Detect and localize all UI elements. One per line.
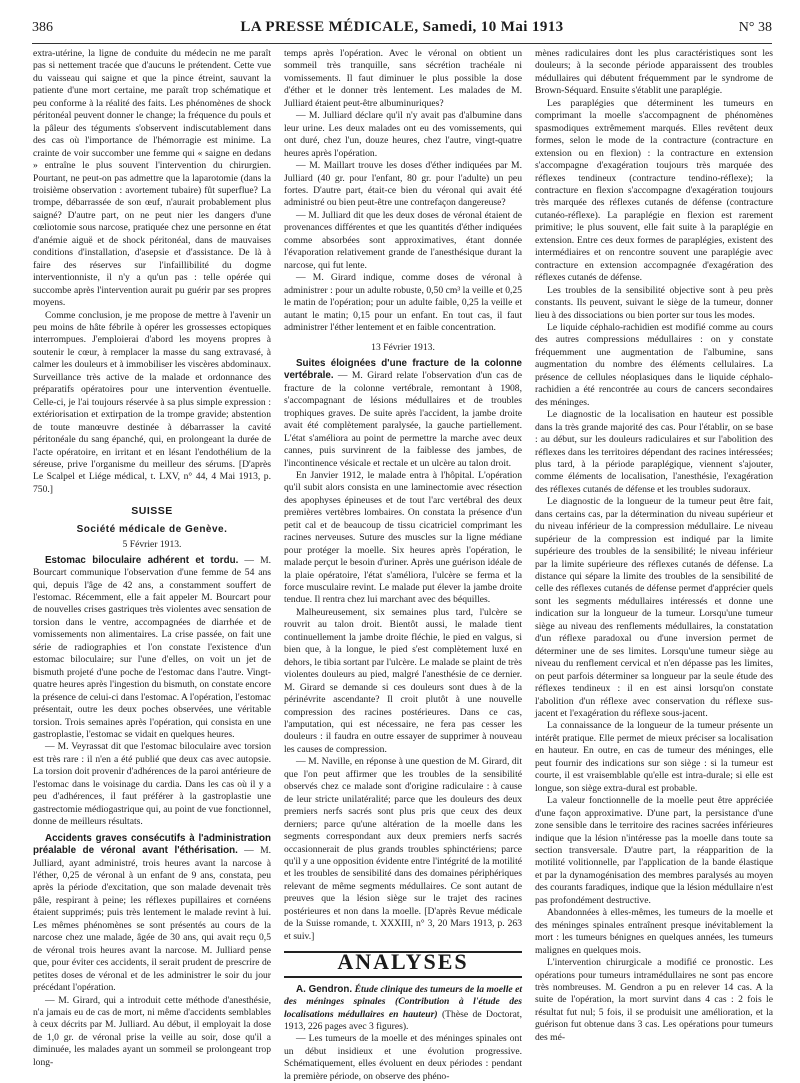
paragraph: temps après l'opération. Avec le véronal on obtient un sommeil très tranquille, sans sécrétion trachéale ni vomissements. Il faut diminuer le plus possible la dose d'éther et le donner très lentement. Les malades de M. Julliard étaient peut-être albuminuriques? bbox=[284, 48, 522, 109]
paragraph: — M. Maillart trouve les doses d'éther indiquées par M. Julliard (40 gr. pour l'enfant, 80 gr. pour l'adulte) un peu fortes. D'autre part, était-ce bien du véronal qui avait été administré ou bien peut-être une contrefaçon dangereuse? bbox=[284, 160, 522, 209]
paragraph: Les paraplégies que déterminent les tumeurs en comprimant la moelle s'accompagnent de phénomènes spasmodiques extrêmement marqués. Elles revêtent deux formes, selon le mode de la contracture (contracture en extension ou en flexion) : la contracture en extension s'accompagne d'exagération toujours très marquée des réflexes tendineux (contracture tendino-réflexe); la contracture en flexion s'accompagne d'exagération toujours très marquée des réflexes cutanés de défense (contracture cutanéo-réflexe). La paraplégie en flexion est rarement primitive; le plus souvent, elle fait suite à la paraplégie en extension. Entre ces deux formes de paraplégies, existent des intermédiaires et on rencontre souvent une paraplégie avec contracture en extension accompagnée d'exagération des réflexes cutanés de défense. bbox=[535, 97, 773, 284]
paragraph: — M. Veyrassat dit que l'estomac biloculaire avec torsion est très rare : il n'en a été publié que deux cas avec autopsie. La torsion doit provenir d'adhérences de la paroi antérieure de l'estomac dans le voisinage du cardia. Dans les cas où il y a peu d'adhérences, il faut préférer à la gastroplastie une gastrectomie médiogastrique qui, au point de vue fonctionnel, donne de meilleurs résultats. bbox=[33, 741, 272, 828]
paragraph: Malheureusement, six semaines plus tard, l'ulcère se rouvrit au talon droit. Bientôt aussi, le malade tient continuellement la jambe droite fléchie, le pied en valgus, si bien que, à la longue, le pied s'est complètement luxé en dehors, le tibia sortant par l'ulcère. Le malade se plaint de très violentes douleurs au pied, malgré l'anesthésie de ce dernier. M. Girard se demande si ces douleurs sont dues à de la périnévrite ascendante? Il croit plutôt à une nouvelle compression des racines postérieures. Dans ce cas, l'amputation, qui est nécessaire, ne fera pas cesser les douleurs : il faudra en outre essayer de supprimer à nouveau les causes de compression. bbox=[284, 606, 522, 755]
paragraph: — M. Girard indique, comme doses de véronal à administrer : pour un adulte robuste, 0,50 cm³ la veille et 0,25 le matin de l'opération; pour un adulte faible, 0,25 la veille et autant le matin; 0,15 pour un enfant. En tout cas, il faut administrer l'éther lentement et en faible concentration. bbox=[284, 272, 522, 333]
paragraph: — M. Julliard dit que les deux doses de véronal étaient de provenances différentes et que les quantités d'éther indiquées comme absorbées sont approximatives, étant donnée l'évaporation relativement grande de l'anesthésique durant la narcose, qui fut lente. bbox=[284, 209, 522, 271]
journal-title: LA PRESSE MÉDICALE, Samedi, 10 Mai 1913 bbox=[240, 19, 564, 35]
paragraph: L'intervention chirurgicale a modifié ce pronostic. Les opérations pour tumeurs intramédullaires ne sont pas encore très nombreuses. M. Gendron a pu en relever 14 cas. A la suite de l'opération, la mort survint dans 4 cas : 2 fois le résultat fut nul; 5 fois, il se produisit une amélioration, et la guérison fut obtenue dans 3 cas. Les opérations pour tumeurs des mé- bbox=[535, 957, 773, 1043]
article-heading: Suites éloignées d'une fracture de la colonne vertébrale. bbox=[284, 357, 522, 382]
section-heading: SUISSE bbox=[131, 505, 173, 518]
paragraph: — M. Girard, qui a introduit cette méthode d'anesthésie, n'a jamais eu de cas de mort, ni même d'accidents semblables à ceux décrits par M. Julliard. Au début, il employait la dose de 1,0 gr. de véronal prise la veille au soir, dose qu'il a diminuée, les malades ayant un sommeil se prolongeant trop long- bbox=[33, 994, 271, 1068]
analyses-title: ANALYSES bbox=[337, 949, 469, 975]
paragraph: mènes radiculaires dont les plus caractéristiques sont les douleurs; à la seconde période apparaissent des troubles médullaires qui débutent fréquemment par le syndrome de Brown-Séquard. Ensuite s'établit une paraplégie. bbox=[535, 48, 773, 97]
paragraph: Le diagnostic de la localisation en hauteur est possible dans la très grande majorité des cas. Pour l'établir, on se base : au début, sur les douleurs radiculaires et sur l'abolition des réflexes dans les territoires dépendant des racines intéressées; plus tard, à la période paraplégique, viennent s'ajouter, comme éléments de localisation, l'anesthésie, l'exagération des réflexes cutanés de défense et les troubles sudoraux. bbox=[535, 409, 773, 495]
paragraph: Le diagnostic de la longueur de la tumeur peut être fait, dans certains cas, par la détermination du niveau supérieur et du niveau inférieur de la compression médullaire. Le niveau supérieur de la compression est indiqué par la limite supérieure des troubles de la sensibilité; le niveau inférieur par la limite supérieure des réflexes cutanés de défense. La distance qui sépare la limite des troubles de la sensibilité de celle des réflexes cutanés de défense permet d'apprécier quels sont les segments médullaires intéressés et donne une indication sur la longueur de la tumeur. Lorsqu'une tumeur siège au niveau des renflements médullaires, la constatation d'un réflexe paradoxal ou d'une inversion permet de déterminer une de ses limites. Lorsqu'une tumeur siège au niveau du renflement cervical et n'en dépasse pas les limites, on peut parfois déterminer sa longueur par la seule étude des réflexes tendineux : il en est ainsi lorsqu'on constate l'abolition d'un réflexe avec conservation du réflexe sus-jacent et l'exagération du réflexe sous-jacent. bbox=[535, 496, 773, 720]
article-heading: Accidents graves consécutifs à l'administration préalable de véronal avant l'éthérisation. bbox=[33, 832, 271, 857]
analyses-banner bbox=[284, 951, 522, 977]
issue-number: N° 38 bbox=[738, 20, 772, 35]
paragraph: Comme conclusion, je me propose de mettre à l'avenir un peu moins de hâte fébrile à opérer les grossesses ectopiques interrompues. J'emploierai d'abord les moyens propres à soutenir le cœur, à remplacer la masse du sang extravasé, à calmer les douleurs et à immobiliser les viscères abdominaux. Surveillance très active de la malade et ordonnance des préparatifs opératoires pour une intervention éventuelle. Celle-ci, je l'ai toujours réservée à sa plus simple expression : extériorisation et extirpation de la trompe gravide; abstention de toute manœuvre destinée à débarrasser la cavité péritonéale du sang épanché, qui, en prolongeant la durée de l'acte opératoire, en irritant et en lésant l'endothélium de la séreuse, prive l'organisme du meilleur des sérums. [D'après Le Scalpel et Liége médical, t. LXV, n° 44, 4 Mai 1913, p. 750.] bbox=[33, 309, 271, 495]
thesis-title: Étude clinique des tumeurs de la moelle et des méninges spinales (Contribution à l'étude des localisations médullaires en hauteur) bbox=[284, 983, 523, 1020]
article-heading: Estomac biloculaire adhérent et tordu. bbox=[45, 554, 239, 566]
session-date: 5 Février 1913. bbox=[122, 539, 182, 551]
column-middle bbox=[284, 48, 522, 1083]
paragraph: — M. Julliard déclare qu'il n'y avait pas d'albumine dans leur urine. Les deux malades ont eu des vomissements, qui ont duré, chez l'un, douze heures, chez l'autre, vingt-quatre heures après l'opération. bbox=[284, 110, 522, 159]
paragraph: — M. Girard relate l'observation d'un cas de fracture de la colonne vertébrale, remontant à 1908, s'accompagnant de lésions médullaires et de troubles trophiques graves. De suite après l'accident, la jambe droite avait été complètement paralysée, la gauche partiellement. L'état s'améliora au point de permettre la marche avec deux cannes, puis survinrent de la faiblesse des jambes, de l'incontinence vésicale et rectale et un ulcère au talon droit. bbox=[284, 370, 522, 469]
thesis-reference: (Thèse de Doctorat, 1913, 226 pages avec 3 figures). bbox=[284, 1008, 522, 1032]
paragraph: — Les tumeurs de la moelle et des méninges spinales ont un début insidieux et une évolution progressive. Schématiquement, elles évoluent en deux périodes : pendant la première période, on observe des phéno- bbox=[284, 1033, 522, 1082]
paragraph: — M. Bourcart communique l'observation d'une femme de 54 ans qui, depuis l'âge de 42 ans, a constamment souffert de l'estomac. Récemment, elle a fait appeler M. Bourcart pour de nouvelles crises gastriques très violentes avec sensation de torsion dans le ventre, accompagnées de diarrhée et de vomissements non alimentaires. La crise passée, on fait une série de radiographies et l'on constate l'existence d'un estomac biloculaire; sur l'une d'elles, on voit un jet de bismuth projeté d'une poche de l'estomac dans l'autre. Vingt-quatre heures après l'ingestion du bismuth, on constate encore la présence de celui-ci dans l'estomac. A l'opération, l'estomac présentait, outre les deux poches observées, une véritable torsion. Trois semaines après l'opération, qui consista en une gastroplastie, l'estomac se vidait en quelques heures. bbox=[33, 554, 272, 741]
paragraph: La connaissance de la longueur de la tumeur présente un intérêt pratique. Elle permet de mieux préciser sa localisation en hauteur. En outre, en cas de tumeur des méninges, elle peut fournir des indications sur son siège : si la tumeur est courte, il est vraisemblable qu'elle est intra-durale; si elle est longue, son siège extra-dural est probable. bbox=[535, 720, 773, 794]
column-right bbox=[535, 48, 773, 1044]
paragraph: La valeur fonctionnelle de la moelle peut être appréciée d'une façon approximative. D'une part, la persistance d'une zone sensible dans le territoire des racines sacrées inférieures indique que la lésion n'intéresse pas la moelle dans toute sa section transversale. D'autre part, la réapparition de la motilité volitionnelle, par l'application de la bande élastique et par la dynamogénisation des membres paralysés au moyen des courants faradiques, indique que la lésion médullaire n'est pas profondément destructive. bbox=[535, 795, 773, 906]
paragraph: Le liquide céphalo-rachidien est modifié comme au cours des autres compressions médullaires : on y constate fréquemment une augmentation de l'albumine, sans augmentation du nombre des éléments cellulaires. La présence de cellules néoplasiques dans le liquide céphalo-rachidien a été rencontrée au cours de cancers secondaires des méninges. bbox=[535, 321, 773, 408]
paragraph: extra-utérine, la ligne de conduite du médecin ne me paraît pas si nettement tracée que d'aucuns le prétendent. Cette vue du vaisseau qui saigne et que la pince étreint, sauvant la patiente d'une mort certaine, me paraît trop schématique et peu conforme à la réalité des faits. Les phénomènes de shock péritonéal peuvent donner le change; la fréquence du pouls et la pâleur des téguments s'observent indiscutablement dans des cas où l'importance de l'hémorragie est minime. La crainte de voir succomber une femme qui « saigne en dedans » entraîne le plus souvent l'intervention du chirurgien. Pourtant, ne peut-on pas admettre que la laparotomie (dans la troisième observation : avortement tubaire) fût superflue? La trompe, débarrassée de son œuf, n'aurait probablement plus saigné? D'autre part, on ne peut nier les dangers d'une cœliotomie sous narcose, pratiquée chez une personne en état d'anémie aiguë et de shock péritonéal, dans de mauvaises conditions d'installation, d'asepsie et d'assistance. De là à faire des réserves sur l'infaillibilité du dogme interventionniste, il n'y a qu'un pas : telle opérée qui succombe après l'intervention aurait pu guérir par ses propres moyens. bbox=[33, 48, 271, 309]
paragraph: Les troubles de la sensibilité objective sont à peu près constants. Ils peuvent, suivant le siège de la tumeur, donner lieu à des dissociations ou bien porter sur tous les modes. bbox=[535, 284, 773, 321]
paragraph: Abandonnées à elles-mêmes, les tumeurs de la moelle et des méninges spinales entraînent presque inévitablement la mort : les tumeurs bénignes en quelques années, les tumeurs malignes en quelques mois. bbox=[535, 907, 773, 956]
page-number: 386 bbox=[32, 20, 53, 35]
author-name: A. Gendron. bbox=[296, 983, 353, 995]
paragraph: En Janvier 1912, le malade entra à l'hôpital. L'opération qu'il subit alors consista en une laminectomie avec résection des apophyses épineuses et de tout l'arc vertébral des deux premières vertèbres lombaires. On constata la présence d'un petit cal et de beaucoup de tissu cicatriciel comprimant les racines nerveuses. Suture des muscles sur la ligne médiane pour protéger la moelle. Six heures après l'opération, le malade perçut le besoin d'uriner. Après une guérison idéale de la plaie opératoire, l'état s'améliora, l'ulcère se ferma et la force musculaire revint. Le malade put élever la jambe droite tendue. Il rentra chez lui marchant avec des béquilles. bbox=[284, 469, 522, 606]
header-rule bbox=[32, 43, 772, 44]
paragraph: — M. Naville, en réponse à une question de M. Girard, dit que l'on peut affirmer que les troubles de la sensibilité observés chez ce malade sont d'origine radiculaire : à cause de leur stricte unilatéralité; parce que les douleurs des deux premiers nerfs sacrés sont plus pris que ceux des deux derniers; parce qu'une altération de la moelle dans les segments correspondant aux deux premiers nerfs sacrés occasionnerait de plus grands troubles sphinctériens; parce qu'il y a une opposition évidente entre l'intégrité de la motilité et les troubles de sensibilité dans des domaines périphériques relevant de même segments médullaires. Ce sont autant de preuves que la lésion siège sur le trajet des racines postérieures et non dans la moelle. [D'après Revue médicale de la Suisse romande, t. XXXIII, n° 3, 20 Mars 1913, p. 263 et suiv.] bbox=[284, 756, 522, 942]
column-left bbox=[33, 48, 271, 1069]
paragraph: — M. Julliard, ayant administré, trois heures avant la narcose à l'éther, 0,25 de véronal à un enfant de 9 ans, constata, peu après la période d'excitation, que son malade devenait très pâle, respirant à peine; les réflexes pupillaires et cornéens étaient supprimés; puis très lentement le malade revint à lui. Les mêmes phénomènes se sont présentés au cours de la narcose chez une malade, âgée de 30 ans, qui avait reçu 0,5 de véronal trois heures avant la narcose. M. Julliard pense que, pour éviter ces accidents, il serait prudent de prescrire de petites doses de véronal et de les administrer le soir du jour précédant l'opération. bbox=[33, 845, 271, 994]
page-header bbox=[32, 18, 772, 40]
society-heading: Société médicale de Genève. bbox=[76, 523, 228, 535]
session-date: 13 Février 1913. bbox=[371, 342, 435, 354]
